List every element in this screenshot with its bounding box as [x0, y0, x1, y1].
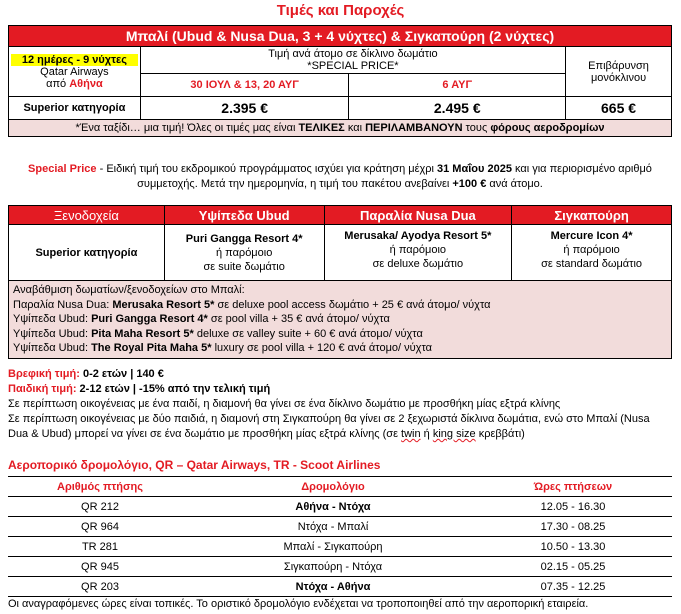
child-prices [8, 367, 672, 442]
flight-route: Ντόχα - Μπαλί [192, 517, 474, 537]
upgrade-item: Υψίπεδα Ubud: Pita Maha Resort 5* deluxe σε valley suite + 60 € ανά άτομο/ νύχτα [13, 327, 423, 340]
hotel-header-singapore: Σιγκαπούρη [512, 206, 672, 225]
flight-row [8, 537, 672, 557]
hotel-category: Superior κατηγορία [9, 225, 165, 281]
flights-title: Αεροπορικό δρομολόγιο, QR – Qatar Airways, TR - Scoot Airlines [8, 458, 381, 472]
family-note-2: Σε περίπτωση οικογένειας με δύο παιδιά, η διαμονή στη Σιγκαπούρη θα γίνει σε 2 ξεχωριστά δίκλινα δωμάτια, ενώ στο Μπαλί (Nusa Dua & Ubud) μπορεί να γίνει σε ένα δωμάτιο με προσθήκη μίας εξτρά κλίνης (σε twin ή king size κρεββάτι) [8, 413, 650, 440]
special-price-note: Special Price - Ειδική τιμή του εκδρομικού προγράμματος ισχύει για κράτηση μέχρι 31 Μαΐου 2025 και για περιορισμένο αριθμό συμμετοχής. Μετά την ημερομηνία, η τιμή του πακέτου ανεβαίνει +100 € ανά άτομο. [28, 163, 652, 190]
flight-times: 17.30 - 08.25 [474, 517, 672, 537]
flight-number: TR 281 [8, 537, 192, 557]
flight-number: QR 212 [8, 497, 192, 517]
infant-price: Βρεφική τιμή: 0-2 ετών | 140 € [8, 368, 164, 380]
upgrade-item: Παραλία Nusa Dua: Merusaka Resort 5* σε deluxe pool access δωμάτιο + 25 € ανά άτομο/ νύχτα [13, 298, 491, 311]
hotel-header-hotels: Ξενοδοχεία [9, 206, 165, 225]
upgrade-item: Υψίπεδα Ubud: The Royal Pita Maha 5* luxury σε pool villa + 120 € ανά άτομο/ νύχτα [13, 342, 432, 354]
hotel-cell-singapore: Mercure Icon 4* ή παρόμοιο σε standard δωμάτιο [512, 225, 672, 281]
flight-route: Σιγκαπούρη - Ντόχα [192, 557, 474, 577]
price-value-1: 2.395 € [140, 97, 349, 120]
date-column-1: 30 ΙΟΥΛ & 13, 20 ΑΥΓ [140, 74, 349, 97]
flight-row [8, 497, 672, 517]
hotel-header-ubud: Υψίπεδα Ubud [164, 206, 324, 225]
hotel-cell-nusa-dua: Merusaka/ Ayodya Resort 5* ή παρόμοιο σε deluxe δωμάτιο [324, 225, 512, 281]
price-description: Τιμή ανά άτομο σε δίκλινο δωμάτιο [268, 48, 438, 60]
flight-number: QR 964 [8, 517, 192, 537]
flight-times: 07.35 - 12.25 [474, 577, 672, 597]
single-supplement-price: 665 € [566, 97, 672, 120]
price-value-2: 2.495 € [349, 97, 566, 120]
flight-number: QR 945 [8, 557, 192, 577]
date-column-2: 6 ΑΥΓ [349, 74, 566, 97]
price-table [8, 25, 672, 137]
flights-footnote: Οι αναγραφόμενες ώρες είναι τοπικές. Το οριστικό δρομολόγιο ενδέχεται να τροποποιηθεί από την αεροπορική εταιρεία. [8, 598, 589, 610]
flight-number: QR 203 [8, 577, 192, 597]
flight-route: Ντόχα - Αθήνα [192, 577, 474, 597]
hotel-table [8, 205, 672, 359]
upgrade-box [9, 281, 672, 359]
flight-times: 02.15 - 05.25 [474, 557, 672, 577]
flight-route: Μπαλί - Σιγκαπούρη [192, 537, 474, 557]
hotel-header-nusa-dua: Παραλία Nusa Dua [324, 206, 512, 225]
page-title: Τιμές και Παροχές [276, 2, 405, 19]
flight-header-route: Δρομολόγιο [192, 477, 474, 497]
flight-row [8, 557, 672, 577]
flight-times: 12.05 - 16.30 [474, 497, 672, 517]
upgrade-item: Υψίπεδα Ubud: Puri Gangga Resort 4* σε pool villa + 35 € ανά άτομο/ νύχτα [13, 313, 390, 325]
airline-label: Qatar Airways [40, 65, 109, 78]
upgrade-title: Αναβάθμιση δωματίων/ξενοδοχείων στο Μπαλί: [13, 284, 245, 296]
family-note-1: Σε περίπτωση οικογένειας με ένα παιδί, η διαμονή θα γίνει σε ένα δίκλινο δωμάτιο με προσθήκη μίας εξτρά κλίνης [8, 398, 561, 410]
single-supplement-label: Επιβάρυνση μονόκλινου [566, 47, 672, 97]
hotel-cell-ubud: Puri Gangga Resort 4* ή παρόμοιο σε suite δωμάτιο [164, 225, 324, 281]
departure-label: από Αθήνα [46, 77, 103, 90]
child-price: Παιδική τιμή: 2-12 ετών | -15% από την τελική τιμή [8, 383, 271, 395]
duration-label: 12 ημέρες - 9 νύχτες [11, 54, 138, 66]
price-table-header: Μπαλί (Ubud & Nusa Dua, 3 + 4 νύχτες) & Σιγκαπούρη (2 νύχτες) [9, 26, 672, 47]
price-note: *Ένα ταξίδι… μια τιμή! Όλες οι τιμές μας είναι ΤΕΛΙΚΕΣ και ΠΕΡΙΛΑΜΒΑΝΟΥΝ τους φόρους αεροδρομίων [9, 120, 672, 137]
category-label: Superior κατηγορία [9, 97, 141, 120]
flight-header-number: Αριθμός πτήσης [8, 477, 192, 497]
flight-header-times: Ώρες πτήσεων [474, 477, 672, 497]
flight-row [8, 577, 672, 597]
departure-city: Αθήνα [69, 77, 103, 90]
flight-times: 10.50 - 13.30 [474, 537, 672, 557]
flight-row [8, 517, 672, 537]
flight-route: Αθήνα - Ντόχα [192, 497, 474, 517]
special-price-label: *SPECIAL PRICE* [307, 60, 399, 72]
flight-table [8, 476, 672, 597]
